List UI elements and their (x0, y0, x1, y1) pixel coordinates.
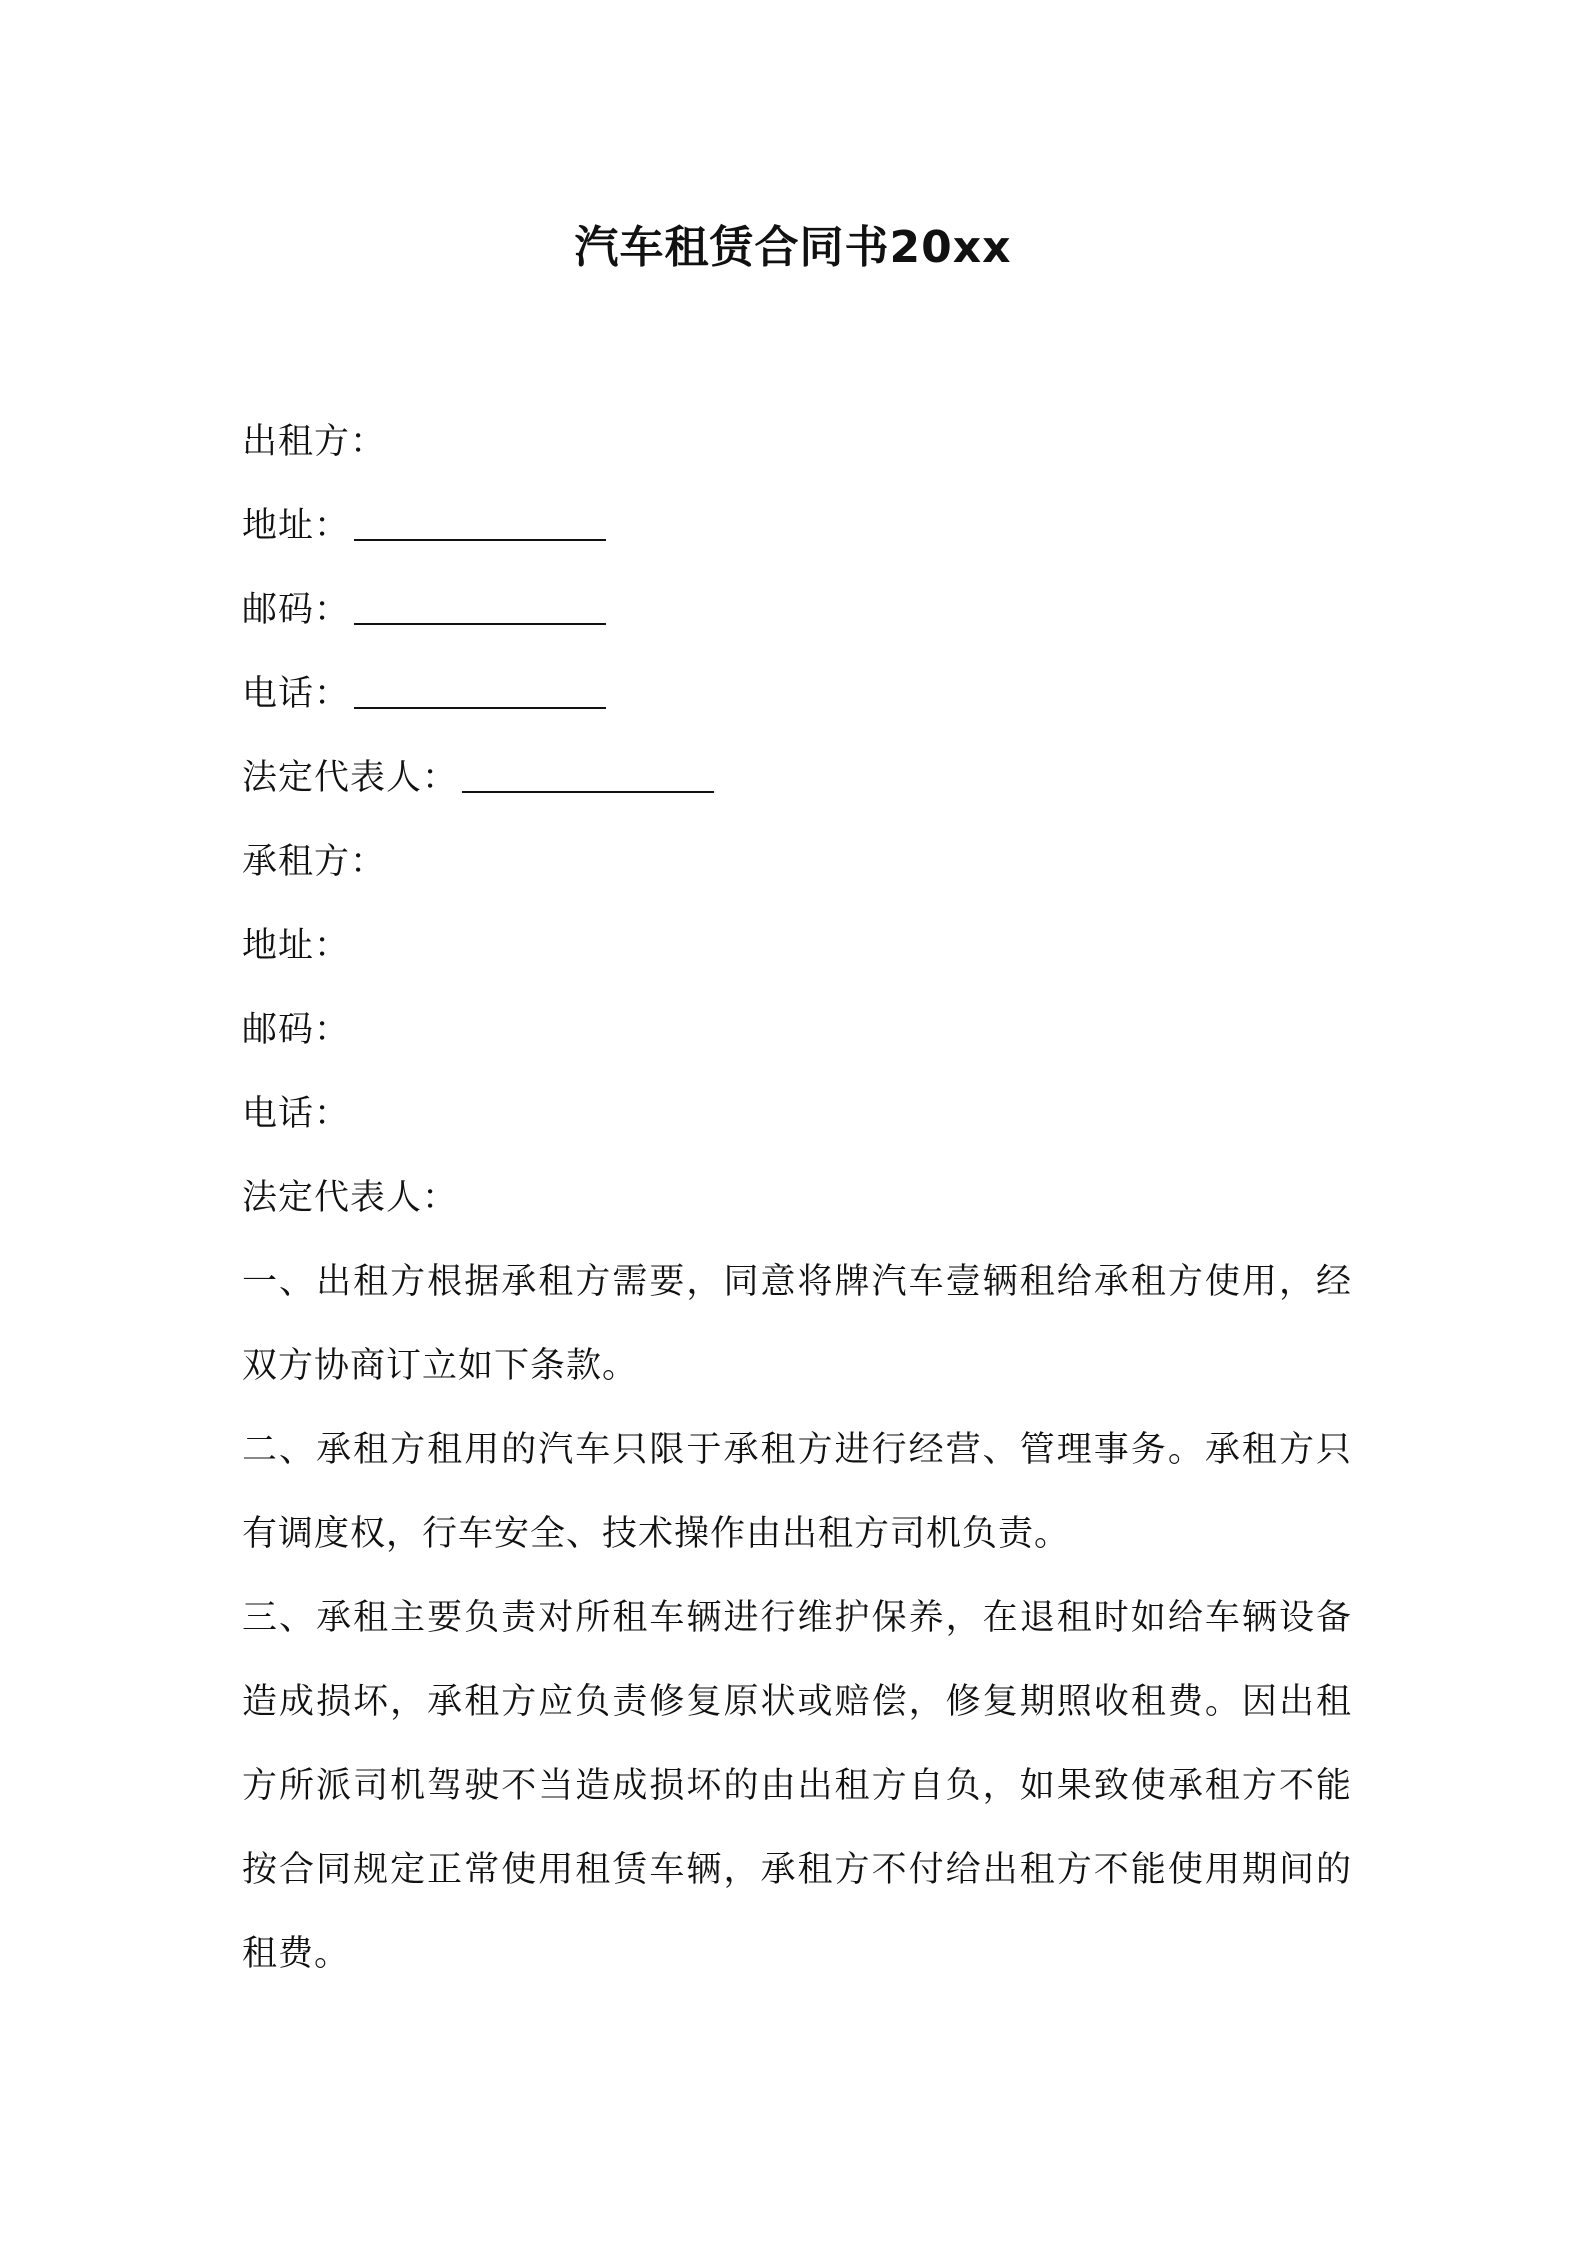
lessor-heading: 出租方： (242, 422, 387, 462)
lessee-heading: 承租方： (242, 842, 387, 882)
lessor-legal-rep-line (242, 736, 1352, 820)
lessor-postcode-blank (354, 623, 606, 625)
lessee-legal-rep-label: 法定代表人： (242, 1178, 459, 1218)
clause-2: 二、承租方租用的汽车只限于承租方进行经营、管理事务。承租方只有调度权，行车安全、技术操作由出租方司机负责。 (242, 1430, 1352, 1554)
lessee-address-label: 地址： (242, 926, 351, 966)
lessor-address-blank (354, 539, 606, 541)
lessor-phone-blank (354, 707, 606, 709)
lessor-legal-rep-label: 法定代表人： (242, 758, 459, 798)
lessor-address-label: 地址： (242, 506, 351, 546)
lessor-phone-line (242, 652, 1352, 736)
lessor-address-line (242, 484, 1352, 568)
lessor-postcode-label: 邮码： (242, 590, 351, 630)
lessee-postcode-label: 邮码： (242, 1010, 351, 1050)
document-title: 汽车租赁合同书20xx (574, 222, 1012, 273)
lessor-phone-label: 电话： (242, 674, 351, 714)
document-body (242, 400, 1352, 1996)
lessor-postcode-line (242, 568, 1352, 652)
clause-3: 三、承租主要负责对所租车辆进行维护保养，在退租时如给车辆设备造成损坏，承租方应负责修复原状或赔偿，修复期照收租费。因出租方所派司机驾驶不当造成损坏的由出租方自负，如果致使承租方不能按合同规定正常使用租赁车辆，承租方不付给出租方不能使用期间的租费。 (242, 1598, 1352, 1974)
lessee-phone-label: 电话： (242, 1094, 351, 1134)
lessor-legal-rep-blank (462, 791, 714, 793)
clause-1: 一、出租方根据承租方需要，同意将牌汽车壹辆租给承租方使用，经双方协商订立如下条款。 (242, 1262, 1352, 1386)
